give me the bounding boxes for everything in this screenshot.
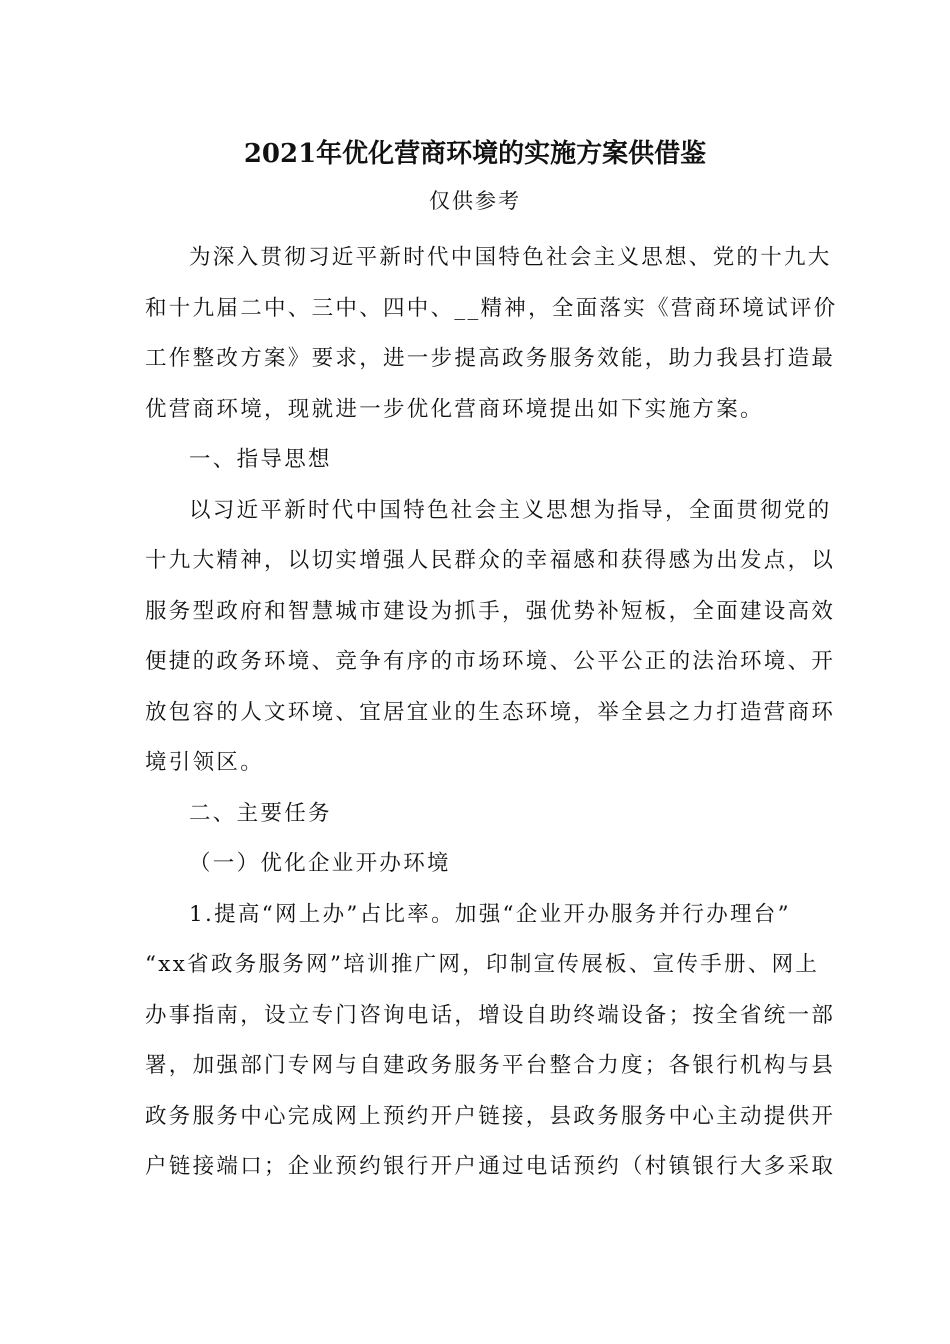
paragraph-line: 办事指南，设立专门咨询电话，增设自助终端设备；按全省统一部 [145, 1002, 836, 1028]
paragraph-line: “xx省政务服务网”培训推广网，印制宣传展板、宣传手册、网上 [145, 952, 820, 977]
paragraph-line: 1.提高“网上办”占比率。加强“企业开办服务并行办理台” [189, 901, 791, 927]
document-body [145, 233, 838, 1193]
paragraph-line: 便捷的政务环境、竞争有序的市场环境、公平公正的法治环境、开 [145, 649, 836, 674]
paragraph-line: 户链接端口；企业预约银行开户通过电话预约（村镇银行大多采取 [145, 1154, 836, 1179]
subsection-heading: （一）优化企业开办环境 [189, 851, 451, 876]
paragraph-line: 以习近平新时代中国特色社会主义思想为指导，全面贯彻党的 [189, 497, 832, 523]
paragraph-line: 署，加强部门专网与自建政务服务平台整合力度；各银行机构与县 [145, 1053, 836, 1078]
document-title: 2021年优化营商环境的实施方案供借鉴 [243, 139, 707, 169]
paragraph-line: 十九大精神，以切实增强人民群众的幸福感和获得感为出发点，以 [145, 548, 836, 573]
paragraph-line: 优营商环境，现就进一步优化营商环境提出如下实施方案。 [145, 396, 764, 422]
paragraph-line: 工作整改方案》要求，进一步提高政务服务效能，助力我县打造最 [145, 346, 836, 371]
section-heading: 二、主要任务 [189, 800, 332, 826]
paragraph-line: 境引领区。 [145, 750, 265, 775]
section-heading: 一、指导思想 [189, 447, 332, 472]
paragraph-line: 为深入贯彻习近平新时代中国特色社会主义思想、党的十九大 [189, 245, 832, 270]
paragraph-line: 和十九届二中、三中、四中、__精神，全面落实《营商环境试评价 [145, 295, 838, 321]
paragraph-line: 政务服务中心完成网上预约开户链接，县政务服务中心主动提供开 [145, 1103, 836, 1129]
document-subtitle: 仅供参考 [429, 189, 521, 213]
paragraph-line: 服务型政府和智慧城市建设为抓手，强优势补短板，全面建设高效 [145, 598, 836, 624]
paragraph-line: 放包容的人文环境、宜居宜业的生态环境，举全县之力打造营商环 [145, 699, 836, 725]
